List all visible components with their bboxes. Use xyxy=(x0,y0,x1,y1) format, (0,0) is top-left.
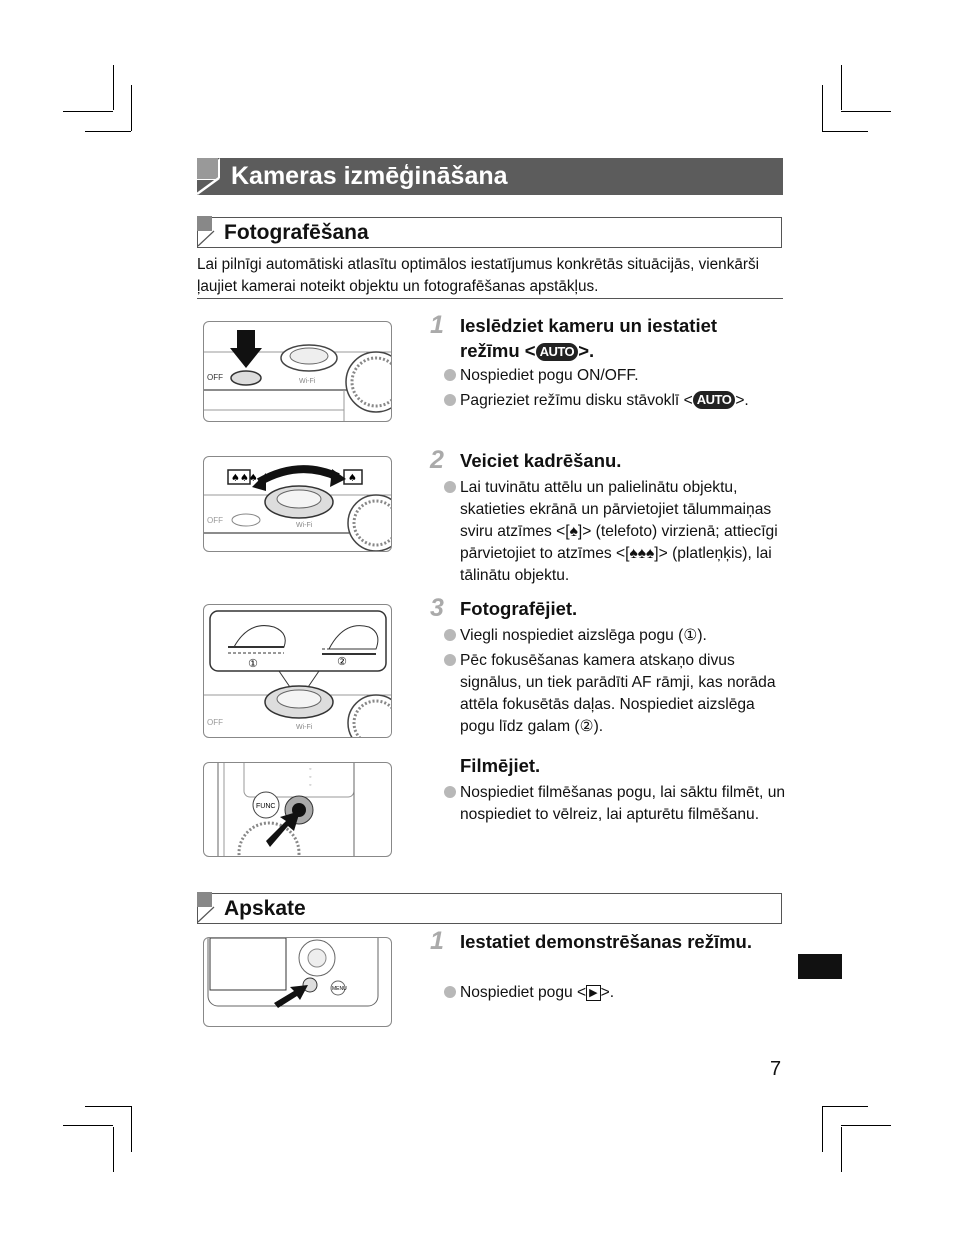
step-number: 1 xyxy=(430,311,444,339)
step-bullet-text: Nospiediet pogu ON/OFF. xyxy=(460,367,639,384)
step-bullet-text: Nospiediet pogu < ▶ >. xyxy=(460,984,615,1001)
divider xyxy=(197,298,783,299)
svg-text:◦: ◦ xyxy=(309,782,312,789)
figure-shutter-button xyxy=(203,604,392,738)
step-bullet-text: Pēc fokusēšanas kamera atskaņo divus signālus, un tiek parādīti AF rāmji, kas norāda attēla fokusētās daļas. Nospiediet aizslēga pogu līdz galam (②). xyxy=(460,652,776,735)
page-title: Kameras izmēģināšana xyxy=(231,162,508,190)
section-intro: Lai pilnīgi automātiski atlasītu optimālos iestatījumus konkrētās situācijās, vienkārši ļaujiet kamerai noteikt objektu un fotografēšanas apstākļus. xyxy=(197,256,759,295)
chapter-tab xyxy=(798,954,842,979)
step-bullet-text: Lai tuvinātu attēlu un palielinātu objektu, skatieties ekrānā un pārvietojiet tālummaiņas sviru atzīmes <[♠]> (telefoto) virzienā; attiecīgi pārvietojiet to atzīmes <[♠♠♠]> (platleņķis), lai tālinātu objektu. xyxy=(460,479,778,584)
svg-text:OFF: OFF xyxy=(207,516,223,525)
step-title: Fotografējiet. xyxy=(460,598,578,619)
step-title: Filmējiet. xyxy=(460,755,541,776)
step-number: 2 xyxy=(430,446,444,474)
svg-text:♠: ♠ xyxy=(348,473,357,484)
page-number: 7 xyxy=(770,1058,782,1080)
section-title-viewing: Apskate xyxy=(224,897,306,920)
bullet-icon xyxy=(444,394,456,406)
figure-movie-button xyxy=(203,762,392,857)
menu-label: MENU xyxy=(332,986,347,992)
down-arrow-icon xyxy=(230,330,262,368)
step-title: Iestatiet demonstrēšanas režīmu. xyxy=(460,931,752,952)
bullet-icon xyxy=(444,629,456,641)
figure-zoom-lever xyxy=(203,456,392,552)
step-title: Veiciet kadrēšanu. xyxy=(460,450,622,471)
step-title: Ieslēdziet kameru un iestatiet režīmu < AUTO >. xyxy=(460,315,718,361)
figure-power-button xyxy=(203,321,392,422)
bullet-icon xyxy=(444,654,456,666)
step-bullet-text: Nospiediet filmēšanas pogu, lai sāktu filmēt, un nospiediet to vēlreiz, lai apturētu filmēšanu. xyxy=(460,784,786,823)
svg-text:Wi-Fi: Wi-Fi xyxy=(296,724,313,731)
circled-1-label: ① xyxy=(248,657,258,670)
circled-2-label: ② xyxy=(337,655,347,668)
step-bullet-text: Pagrieziet režīmu disku stāvoklī < AUTO >. xyxy=(460,392,749,409)
svg-text:◦: ◦ xyxy=(309,774,312,781)
svg-text:♠♠♠: ♠♠♠ xyxy=(231,473,258,484)
bullet-icon xyxy=(444,786,456,798)
section-corner-icon xyxy=(197,892,219,924)
svg-text:◦: ◦ xyxy=(309,766,312,773)
svg-text:OFF: OFF xyxy=(207,718,223,727)
step-number: 3 xyxy=(430,594,444,622)
off-label: OFF xyxy=(207,373,223,382)
section-title-shooting: Fotografēšana xyxy=(224,221,369,244)
bullet-icon xyxy=(444,369,456,381)
playback-icon: ▶ xyxy=(586,985,600,1001)
svg-text:Wi-Fi: Wi-Fi xyxy=(296,522,313,529)
auto-mode-icon: AUTO xyxy=(536,343,579,361)
section-corner-icon xyxy=(197,216,219,248)
auto-mode-icon: AUTO xyxy=(693,391,736,409)
func-label: FUNC xyxy=(256,803,276,810)
bullet-icon xyxy=(444,986,456,998)
step-number: 1 xyxy=(430,927,444,955)
heading-corner-icon xyxy=(197,158,227,195)
wifi-label: Wi-Fi xyxy=(299,378,316,385)
figure-playback-button xyxy=(203,937,392,1027)
bullet-icon xyxy=(444,481,456,493)
step-bullet-text: Viegli nospiediet aizslēga pogu (①). xyxy=(460,627,707,644)
